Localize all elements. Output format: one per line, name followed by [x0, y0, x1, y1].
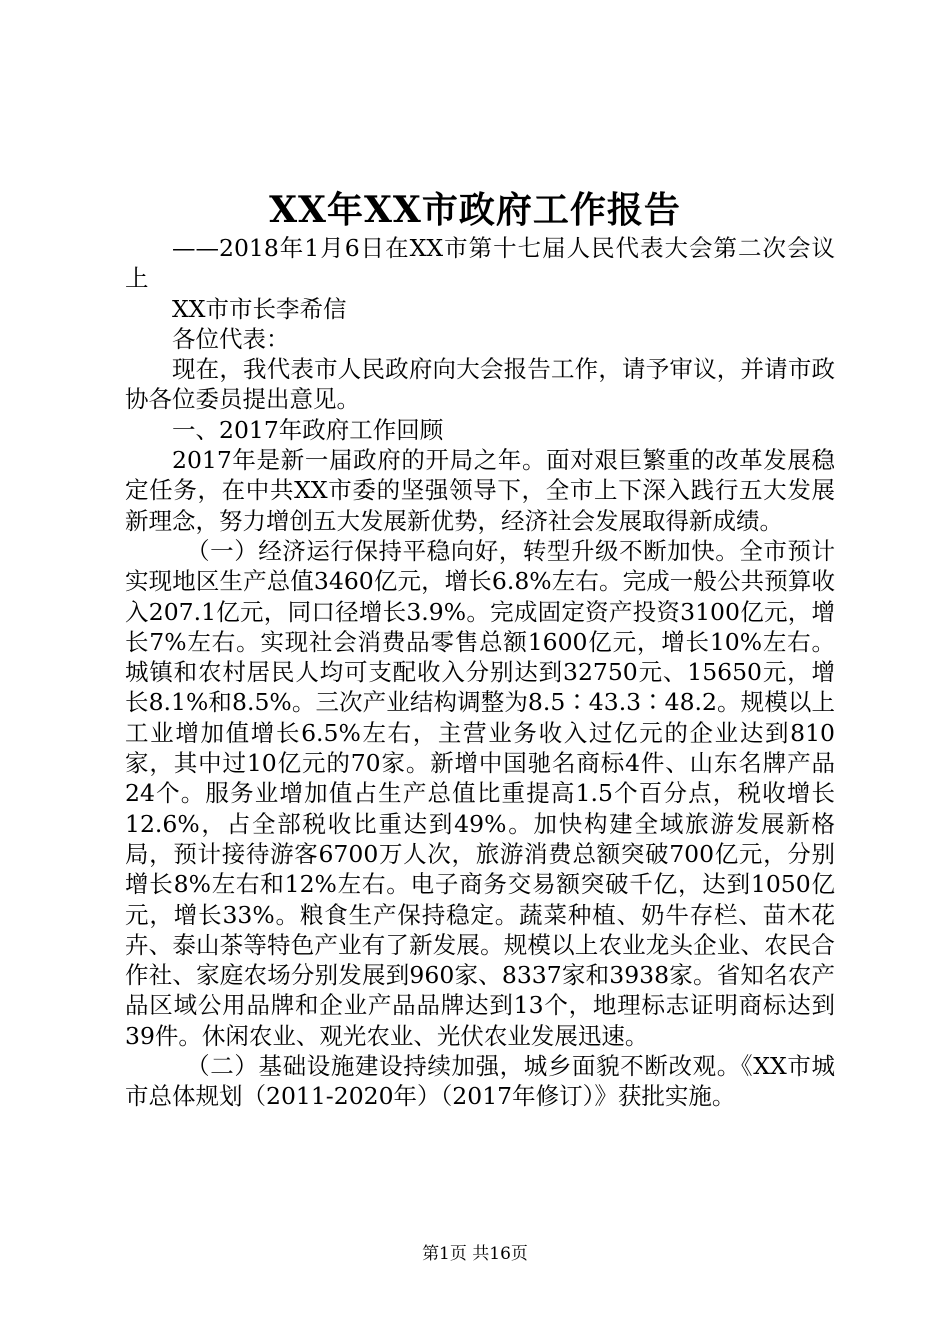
- page-footer: 第1页 共16页: [422, 1244, 528, 1264]
- author-line: XX市市长李希信: [172, 294, 347, 323]
- document-title: XX年XX市政府工作报告: [269, 189, 681, 231]
- paragraph-3: （二）基础设施建设持续加强，城乡面貌不断改观。《XX市城市总体规划（2011-2020年）（2017年修订）》获批实施。: [125, 1052, 835, 1111]
- paragraph-1: 2017年是新一届政府的开局之年。面对艰巨繁重的改革发展稳定任务，在中共XX市委的坚强领导下，全市上下深入践行五大发展新理念，努力增创五大发展新优势，经济社会发展取得新成绩。: [125, 446, 835, 535]
- subtitle: ——2018年1月6日在XX市第十七届人民代表大会第二次会议上: [125, 234, 835, 293]
- intro-paragraph: 现在，我代表市人民政府向大会报告工作，请予审议，并请市政协各位委员提出意见。: [125, 355, 835, 414]
- paragraph-2: （一）经济运行保持平稳向好，转型升级不断加快。全市预计实现地区生产总值3460亿元，增长6.8%左右。完成一般公共预算收入207.1亿元，同口径增长3.9%。完成固定资产投资3100亿元，增长7%左右。实现社会消费品零售总额1600亿元，增长10%左右。城镇和农村居民人均可支配收入分别达到32750元、15650元，增长8.1%和8.5%。三次产业结构调整为8.5∶43.3∶48.2。规模以上工业增加值增长6.5%左右，主营业务收入过亿元的企业达到810家，其中过10亿元的70家。新增中国驰名商标4件、山东名牌产品24个。服务业增加值占生产总值比重提高1.5个百分点，税收增长12.6%，占全部税收比重达到49%。加快构建全域旅游发展新格局，预计接待游客6700万人次，旅游消费总额突破700亿元，分别增长8%左右和12%左右。电子商务交易额突破千亿，达到1050亿元，增长33%。粮食生产保持稳定。蔬菜种植、奶牛存栏、苗木花卉、泰山茶等特色产业有了新发展。规模以上农业龙头企业、农民合作社、家庭农场分别发展到960家、8337家和3938家。省知名农产品区域公用品牌和企业产品品牌达到13个，地理标志证明商标达到39件。休闲农业、观光农业、光伏农业发展迅速。: [125, 536, 835, 1050]
- document-body: [125, 233, 835, 1112]
- salutation: 各位代表：: [172, 324, 290, 353]
- section-heading: 一、2017年政府工作回顾: [172, 415, 444, 444]
